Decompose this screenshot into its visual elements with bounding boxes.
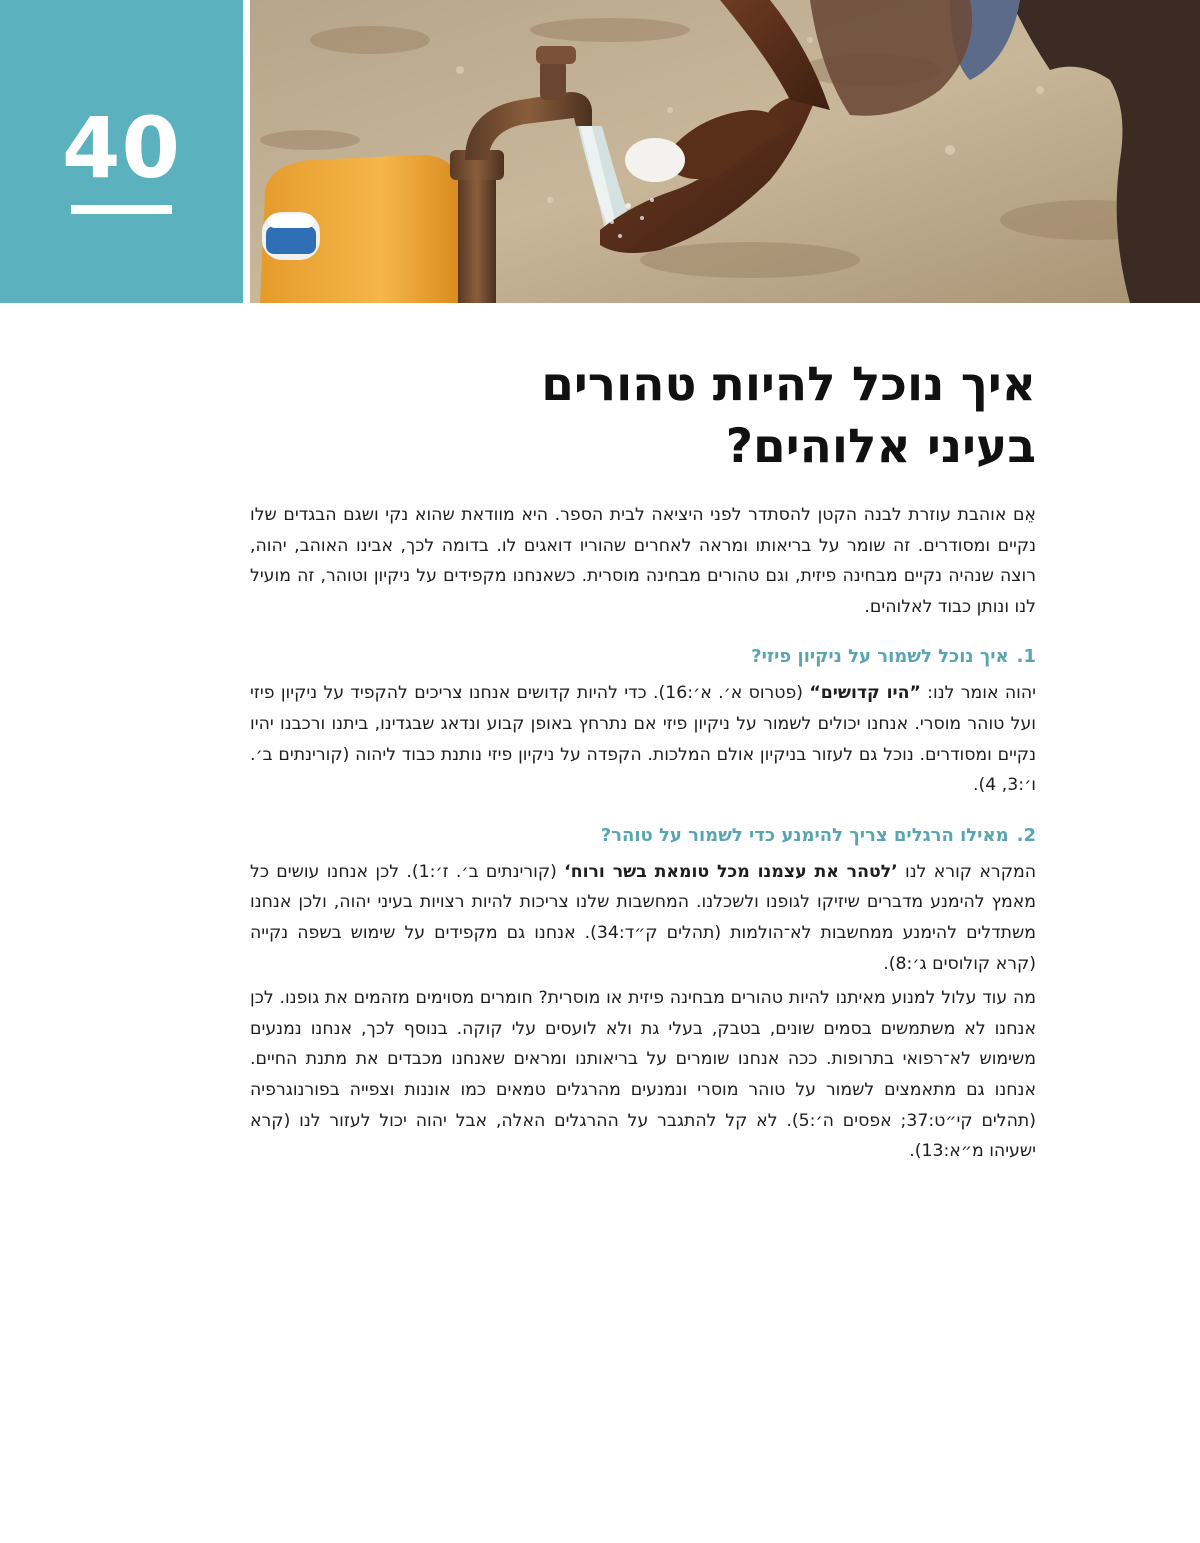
question-number-2: 2.	[1016, 824, 1036, 846]
section-2-text-rest: (קורינתים ב׳. ז׳:1). לכן אנחנו עושים כל מאמץ להימנע מדברים שיזיקו לגופנו ולשכלנו. המחשבות שלנו צריכות להיות רצויות בעיני יהוה, ולכן אנחנו משתדלים להימנע ממחשבות לא־הולמות (תהלים ק״ד:34). אנחנו גם מקפידים על שימוש בשפה נקייה (קרא קולוסים ג׳:8).	[250, 861, 1037, 974]
section-1-paragraph	[250, 678, 1036, 800]
lesson-header	[0, 0, 1200, 303]
page-title	[250, 354, 1036, 478]
question-heading-1	[250, 642, 1036, 672]
question-number-1: 1.	[1016, 646, 1036, 668]
section-2-paragraph-1	[250, 857, 1036, 979]
intro-paragraph: אֵם אוהבת עוזרת לבנה הקטן להסתדר לפני היציאה לבית הספר. היא מוודאת שהוא נקי ושגם הבגדים שלו נקיים ומסודרים. זה שומר על בריאותו ומראה לאחרים שהוריו דואגים לו. בדומה לכך, אבינו האוהב, יהוה, רוצה שנהיה נקיים מבחינה פיזית, וגם טהורים מבחינה מוסרית. כשאנחנו מקפידים על ניקיון וטוהר, זה מועיל לנו ונותן כבוד לאלוהים.	[250, 505, 1036, 617]
lesson-number-underline	[71, 205, 172, 214]
lesson-number: 40	[62, 99, 181, 197]
question-text-2: מאילו הרגלים צריך להימנע כדי לשמור על טוהר?	[600, 824, 1009, 846]
page-title-line-1: איך נוכל להיות טהורים	[541, 357, 1036, 412]
hand-washing-photo-icon	[250, 0, 1200, 303]
section-2-text-start: המקרא קורא לנו	[897, 861, 1036, 882]
lesson-number-block	[0, 0, 243, 303]
section-2-quote: ’לטהר את עצמנו מכל טומאת בשר ורוח‘	[564, 861, 898, 882]
question-heading-2	[250, 821, 1036, 851]
section-1-quote: ”היו קדושים“	[809, 683, 921, 704]
page-title-line-2: בעיני אלוהים?	[725, 419, 1036, 474]
section-1-text-start: יהוה אומר לנו:	[920, 683, 1036, 704]
section-2-paragraph-2: מה עוד עלול למנוע מאיתנו להיות טהורים מבחינה פיזית או מוסרית? חומרים מסוימים מזהמים את גופנו. לכן אנחנו לא משתמשים בסמים שונים, בטבק, בעלי גת ולא לועסים עלי קוקה. בנוסף לכך, אנחנו נמנעים משימוש לא־רפואי בתרופות. ככה אנחנו שומרים על בריאותנו ומראים שאנחנו מכבדים את מתנת החיים. אנחנו גם מתאמצים לשמור על טוהר מוסרי ונמנעים מהרגלים טמאים כמו אוננות וצפייה בפורנוגרפיה (תהלים קי״ט:37; אפסים ה׳:5). לא קל להתגבר על ההרגלים האלה, אבל יהוה יכול לעזור לנו (קרא ישעיהו מ״א:13).	[250, 988, 1036, 1162]
lesson-body	[250, 500, 1036, 1167]
section-1-text-rest: (פטרוס א׳. א׳:16). כדי להיות קדושים אנחנו צריכים להקפיד על ניקיון פיזי ועל טוהר מוסרי. אנחנו יכולים לשמור על ניקיון פיזי אם נתרחץ באופן קבוע ונדאג שבגדינו, ביתנו ורכבנו יהיו נקיים ומסודרים. נוכל גם לעזור בניקיון אולם המלכות. הקפדה על ניקיון פיזי נותנת כבוד ליהוה (קורינתים ב׳. ו׳:3, 4).	[250, 683, 1036, 796]
question-text-1: איך נוכל לשמור על ניקיון פיזי?	[751, 646, 1009, 668]
